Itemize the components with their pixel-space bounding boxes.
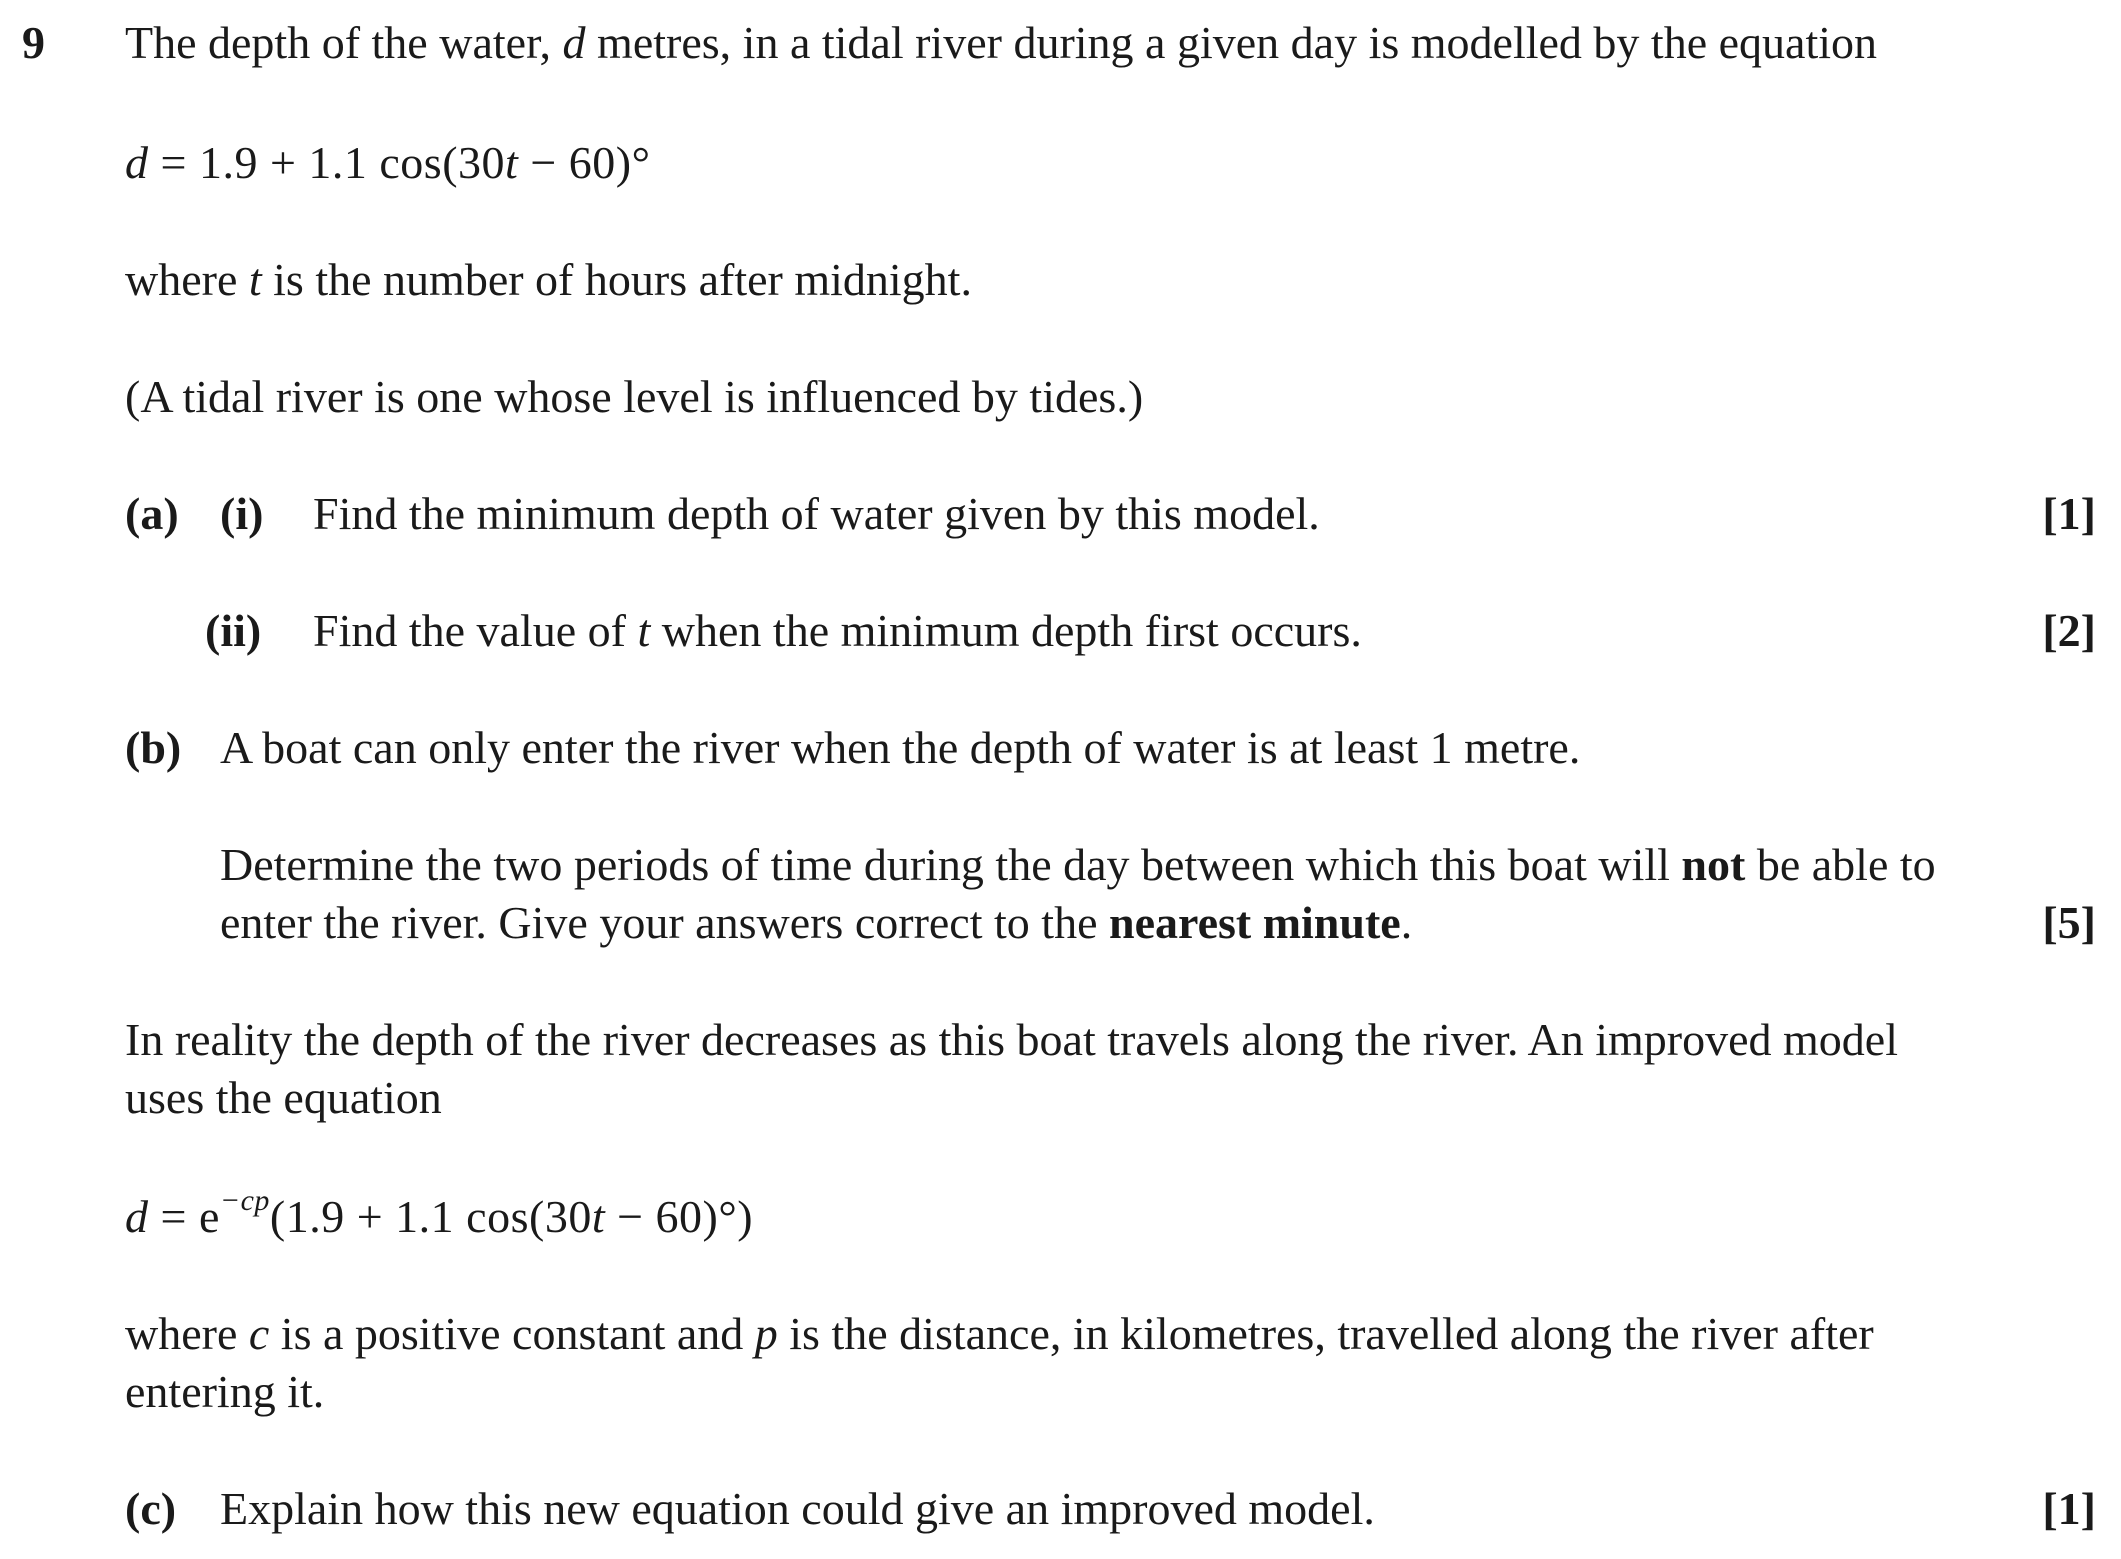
reality-line-2: uses the equation [125, 1072, 442, 1123]
where-cp-text-3: is the distance, in kilometres, travelled along the river after [777, 1308, 1874, 1359]
eq1-t: t [505, 137, 519, 188]
reality-line-1: In reality the depth of the river decreases as this boat travels along the river. An improved model [125, 1014, 1898, 1065]
eq2-end: − 60)°) [605, 1191, 754, 1242]
part-a-ii-marks: [2] [2042, 605, 2096, 656]
part-b-nearest-minute: nearest minute [1108, 897, 1401, 948]
part-c-marks: [1] [2042, 1483, 2096, 1534]
part-a-ii-text-1: Find the value of [313, 605, 638, 656]
part-b-not: not [1681, 839, 1746, 890]
where-t-line [125, 253, 972, 307]
part-b-l3-text-1: enter the river. Give your answers correct to the [220, 897, 1109, 948]
eq2-exponent: −cp [219, 1184, 270, 1217]
part-b-line3 [220, 896, 1412, 950]
eq2-e: = e [148, 1191, 220, 1242]
part-a-ii-label: (ii) [205, 605, 262, 656]
part-b-label: (b) [125, 722, 182, 773]
eq1-mid: = 1.9 + 1.1 cos(30 [148, 137, 506, 188]
eq1-lhs: d [125, 137, 149, 188]
part-b-line2 [220, 838, 1936, 892]
var-p: p [754, 1308, 778, 1359]
part-b-l2-text-1: Determine the two periods of time during the day between which this boat will [220, 839, 1682, 890]
question-number: 9 [22, 17, 45, 68]
part-b-l3-text-2: . [1400, 897, 1413, 948]
where-t-var: t [248, 254, 262, 305]
where-t-text-2: is the number of hours after midnight. [261, 254, 972, 305]
part-a-ii-text-2: when the minimum depth first occurs. [650, 605, 1362, 656]
model-equation [125, 136, 650, 190]
tidal-note: (A tidal river is one whose level is influenced by tides.) [125, 371, 1144, 422]
part-c-label: (c) [125, 1483, 177, 1534]
where-cp-text-1: where [125, 1308, 249, 1359]
part-a-ii-text [313, 604, 1362, 658]
question-intro [125, 16, 1877, 70]
eq2-mid: (1.9 + 1.1 cos(30 [269, 1191, 592, 1242]
intro-text-1: The depth of the water, [125, 17, 563, 68]
part-a-i-text: Find the minimum depth of water given by this model. [313, 488, 1320, 539]
part-b-marks: [5] [2042, 897, 2096, 948]
eq1-end: − 60)° [518, 137, 651, 188]
part-c-text: Explain how this new equation could give an improved model. [220, 1483, 1375, 1534]
where-cp-line-1 [125, 1307, 1874, 1361]
var-c: c [248, 1308, 270, 1359]
part-a-i-label: (i) [220, 488, 264, 539]
intro-text-2: metres, in a tidal river during a given day is modelled by the equation [585, 17, 1878, 68]
var-d: d [562, 17, 586, 68]
where-cp-line-2: entering it. [125, 1366, 325, 1417]
improved-equation [125, 1184, 754, 1250]
part-a-i-marks: [1] [2042, 488, 2096, 539]
eq2-t: t [591, 1191, 606, 1242]
part-a-ii-var: t [637, 605, 651, 656]
where-cp-text-2: is a positive constant and [269, 1308, 755, 1359]
eq2-lhs: d [125, 1191, 149, 1242]
part-a-label: (a) [125, 488, 179, 539]
where-t-text-1: where [125, 254, 249, 305]
part-b-text: A boat can only enter the river when the depth of water is at least 1 metre. [220, 722, 1581, 773]
part-b-l2-text-2: be able to [1745, 839, 1936, 890]
